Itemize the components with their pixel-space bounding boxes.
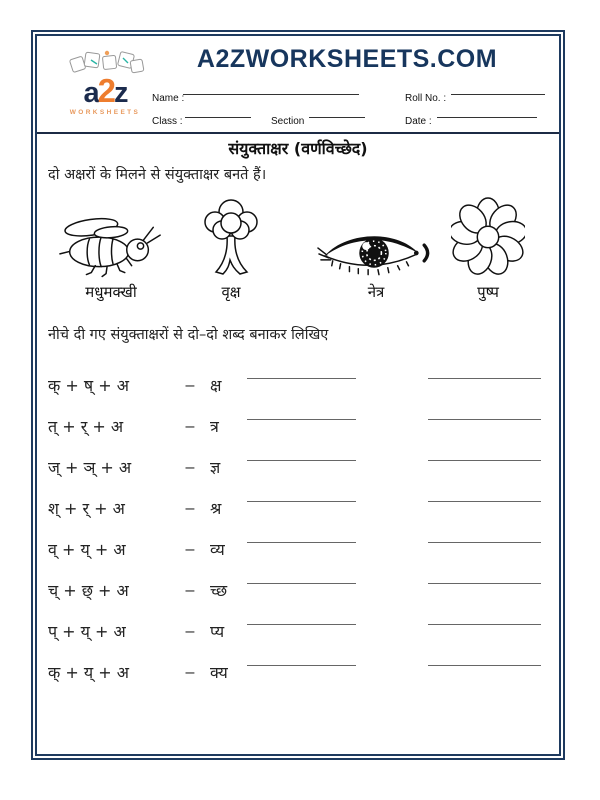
- row-dash: –: [185, 459, 195, 476]
- logo-wordmark: a2z: [83, 72, 127, 109]
- picture-eye: [315, 194, 437, 302]
- answer-blank-1: [247, 365, 356, 379]
- row-result: प्य: [210, 622, 225, 641]
- row-dash: –: [185, 582, 195, 599]
- date-line: [437, 107, 537, 118]
- exercise-row: [48, 570, 548, 611]
- row-result: व्य: [210, 540, 225, 559]
- row-dash: –: [185, 664, 195, 681]
- exercise-row: [48, 652, 548, 693]
- answer-blank-2: [428, 570, 541, 584]
- row-dash: –: [185, 541, 195, 558]
- header-divider: [37, 132, 559, 134]
- answer-blank-1: [247, 570, 356, 584]
- answer-blank-2: [428, 652, 541, 666]
- exercise-row: [48, 447, 548, 488]
- answer-blank-2: [428, 488, 541, 502]
- row-formula: श् + र् + अ: [48, 499, 125, 518]
- answer-blank-1: [247, 488, 356, 502]
- row-result: श्र: [210, 499, 222, 518]
- answer-blank-2: [428, 406, 541, 420]
- exercise-row: [48, 365, 548, 406]
- exercise-row: [48, 611, 548, 652]
- intro-sentence: दो अक्षरों के मिलने से संयुक्ताक्षर बनते हैं।: [48, 167, 267, 183]
- answer-blank-2: [428, 529, 541, 543]
- picture-label: पुष्प: [477, 283, 499, 301]
- row-formula: ज् + ञ् + अ: [48, 458, 132, 477]
- name-line: [183, 84, 359, 95]
- answer-blank-1: [247, 652, 356, 666]
- instruction-sentence: नीचे दी गए संयुक्ताक्षरों से दो–दो शब्द बनाकर लिखिए: [48, 327, 329, 343]
- row-dash: –: [185, 500, 195, 517]
- row-formula: त् + र् + अ: [48, 417, 124, 436]
- bee-illustration-icon: [45, 194, 177, 278]
- page-border-inner: [35, 34, 561, 756]
- picture-bee: [45, 194, 177, 302]
- eye-illustration-icon: [315, 194, 437, 278]
- picture-label: मधुमक्खी: [85, 283, 137, 301]
- row-result: क्ष: [210, 376, 222, 395]
- row-formula: प् + य् + अ: [48, 622, 126, 641]
- picture-tree: [195, 194, 267, 302]
- tree-illustration-icon: [195, 194, 267, 278]
- row-result: च्छ: [210, 581, 228, 600]
- row-formula: क् + य् + अ: [48, 663, 129, 682]
- row-result: त्र: [210, 417, 219, 436]
- exercise-row: [48, 529, 548, 570]
- answer-blank-2: [428, 611, 541, 625]
- date-label: Date :: [405, 116, 432, 127]
- picture-flower: [449, 194, 527, 302]
- logo-subtext: WORKSHEETS: [69, 109, 141, 116]
- roll-label: Roll No. :: [405, 93, 447, 104]
- class-line: [185, 107, 251, 118]
- answer-blank-1: [247, 406, 356, 420]
- exercise-row: [48, 488, 548, 529]
- row-dash: –: [185, 623, 195, 640]
- a2z-logo: [53, 50, 157, 117]
- flower-illustration-icon: [449, 194, 527, 278]
- row-formula: च् + छ् + अ: [48, 581, 129, 600]
- class-label: Class :: [152, 116, 183, 127]
- name-label: Name :: [152, 93, 185, 104]
- row-dash: –: [185, 418, 195, 435]
- answer-blank-1: [247, 529, 356, 543]
- site-title: A2ZWORKSHEETS.COM: [196, 45, 498, 73]
- row-result: क्य: [210, 663, 228, 682]
- answer-blank-1: [247, 611, 356, 625]
- picture-label: वृक्ष: [221, 283, 241, 301]
- row-formula: क् + ष् + अ: [48, 376, 129, 395]
- roll-line: [451, 84, 545, 95]
- section-line: [309, 107, 365, 118]
- answer-blank-2: [428, 365, 541, 379]
- section-label: Section: [271, 116, 305, 127]
- answer-blank-2: [428, 447, 541, 461]
- answer-blank-1: [247, 447, 356, 461]
- row-result: ज्ञ: [210, 458, 221, 477]
- row-dash: –: [185, 377, 195, 394]
- exercise-row: [48, 406, 548, 447]
- picture-label: नेत्र: [367, 283, 385, 301]
- worksheet-title: संयुक्ताक्षर (वर्णविच्छेद): [228, 139, 368, 158]
- row-formula: व् + य् + अ: [48, 540, 126, 559]
- page-border: [31, 30, 565, 760]
